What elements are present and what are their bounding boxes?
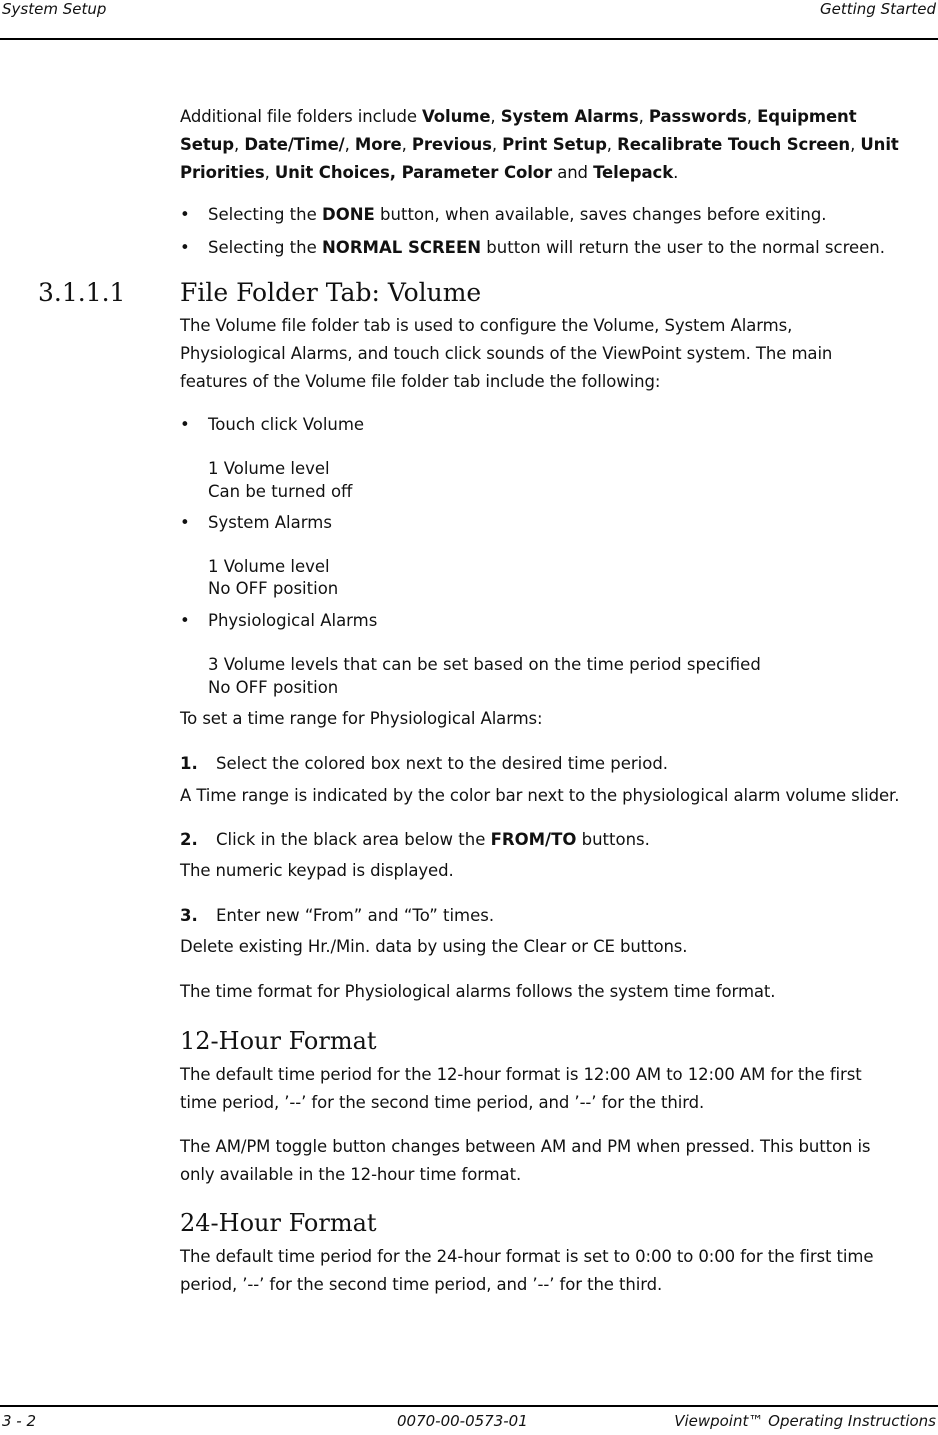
step-1-result: A Time range is indicated by the color bar next to the physiological alarm volume slider. bbox=[180, 786, 900, 805]
folder-name: Parameter Color bbox=[401, 163, 553, 182]
note-done: • Selecting the DONE button, when available, saves changes before exiting. bbox=[180, 203, 827, 227]
folder-name: Previous bbox=[411, 135, 492, 154]
step-1: 1. Select the colored box next to the desired time period. bbox=[180, 754, 669, 773]
header-rule bbox=[0, 38, 938, 40]
feature-detail: 3 Volume levels that can be set based on the time period specified bbox=[208, 655, 761, 674]
folder-name: More bbox=[354, 135, 402, 154]
feature-physiological-alarms: • Physiological Alarms bbox=[180, 609, 377, 633]
folder-name: Date/Time/ bbox=[244, 135, 345, 154]
paragraph-ampm-toggle: The AM/PM toggle button changes between AM and PM when pressed. This button is only available in the 12-hour time format. bbox=[180, 1137, 871, 1184]
header-section-label: System Setup bbox=[2, 0, 107, 18]
folder-name: Unit Choices bbox=[274, 163, 390, 182]
folder-name: Recalibrate Touch Screen bbox=[617, 135, 851, 154]
page-number: 3 - 2 bbox=[2, 1412, 37, 1430]
heading-12-hour: 12-Hour Format bbox=[180, 1027, 377, 1055]
folder-name: Volume bbox=[422, 107, 491, 126]
folder-name: System Alarms bbox=[500, 107, 639, 126]
feature-detail: 1 Volume level bbox=[208, 557, 330, 576]
feature-touch-click: • Touch click Volume bbox=[180, 413, 364, 437]
footer-rule bbox=[0, 1405, 938, 1407]
step-3: 3. Enter new “From” and “To” times. bbox=[180, 906, 495, 925]
header-chapter-label: Getting Started bbox=[820, 0, 936, 18]
bullet-icon: • bbox=[180, 205, 190, 224]
step-2-result: The numeric keypad is displayed. bbox=[180, 861, 454, 880]
bullet-icon: • bbox=[180, 513, 190, 532]
document-title: Viewpoint™ Operating Instructions bbox=[674, 1412, 936, 1430]
feature-detail: Can be turned off bbox=[208, 482, 353, 501]
volume-intro: The Volume file folder tab is used to configure the Volume, System Alarms, Physiological Alarms, and touch click sounds of the ViewPoint system. The main features of the Volume file folder tab include the following: bbox=[180, 316, 833, 391]
folder-name: Print Setup bbox=[502, 135, 607, 154]
feature-system-alarms: • System Alarms bbox=[180, 511, 332, 535]
folder-name: Passwords bbox=[648, 107, 747, 126]
feature-detail: No OFF position bbox=[208, 579, 339, 598]
feature-detail: 1 Volume level bbox=[208, 459, 330, 478]
feature-detail: No OFF position bbox=[208, 678, 339, 697]
heading-24-hour: 24-Hour Format bbox=[180, 1209, 377, 1237]
document-number: 0070-00-0573-01 bbox=[397, 1412, 528, 1430]
range-intro: To set a time range for Physiological Alarms: bbox=[180, 709, 543, 728]
step-3-result: Delete existing Hr./Min. data by using the Clear or CE buttons. bbox=[180, 937, 688, 956]
bullet-icon: • bbox=[180, 611, 190, 630]
paragraph-12-hour-default: The default time period for the 12-hour format is 12:00 AM to 12:00 AM for the first time period, ’--’ for the second time period, and ’--’ for the third. bbox=[180, 1065, 862, 1112]
bullet-icon: • bbox=[180, 238, 190, 257]
step-2: 2. Click in the black area below the FROM/TO buttons. bbox=[180, 830, 650, 849]
intro-paragraph: Additional file folders include Volume, System Alarms, Passwords, Equipment Setup, Date/Time/, More, Previous, Print Setup, Recalibrate Touch Screen, Unit Priorities, Unit Choices, Parameter Color and Telepack. bbox=[180, 107, 899, 182]
note-normal-screen: • Selecting the NORMAL SCREEN button will return the user to the normal screen. bbox=[180, 236, 885, 260]
format-note: The time format for Physiological alarms follows the system time format. bbox=[180, 982, 776, 1001]
section-number: 3.1.1.1 bbox=[38, 278, 126, 307]
folder-name: Unit Priorities bbox=[180, 135, 899, 182]
folder-name: Equipment Setup bbox=[180, 107, 857, 154]
paragraph-24-hour-default: The default time period for the 24-hour format is set to 0:00 to 0:00 for the first time period, ’--’ for the second time period, and ’--’ for the third. bbox=[180, 1247, 874, 1294]
bullet-icon: • bbox=[180, 415, 190, 434]
section-title: File Folder Tab: Volume bbox=[180, 278, 482, 307]
folder-name: Telepack bbox=[593, 163, 674, 182]
